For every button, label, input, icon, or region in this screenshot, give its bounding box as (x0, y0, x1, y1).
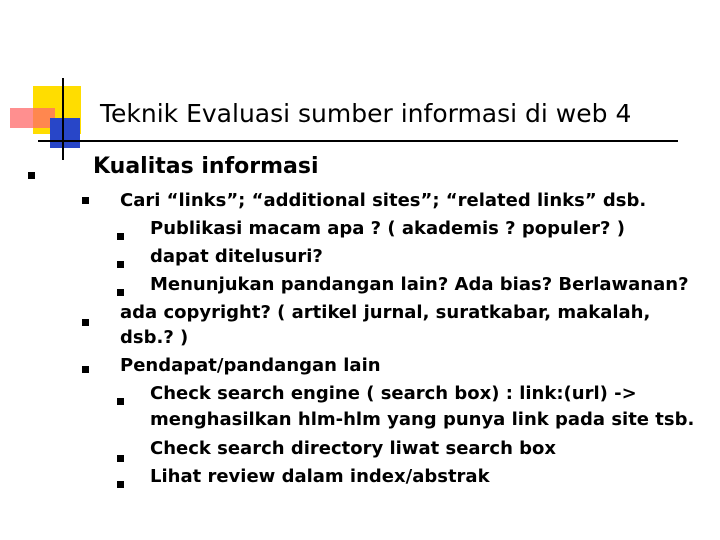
bullet-icon (117, 398, 124, 405)
bullet-icon (28, 172, 35, 179)
list-item: Pendapat/pandangan lain (120, 355, 381, 376)
sub-list-item: Lihat review dalam index/abstrak (150, 466, 490, 487)
decor-vertical-line (62, 78, 64, 160)
bullet-icon (82, 366, 89, 373)
bullet-icon (117, 233, 124, 240)
list-item-continuation: dsb.? ) (120, 327, 189, 348)
sub-list-item: Publikasi macam apa ? ( akademis ? populer? ) (150, 218, 625, 239)
bullet-icon (82, 197, 89, 204)
section-heading: Kualitas informasi (93, 154, 319, 179)
list-item: Cari “links”; “additional sites”; “related links” dsb. (120, 190, 647, 211)
sub-list-item: Check search directory liwat search box (150, 438, 557, 459)
list-item: ada copyright? ( artikel jurnal, suratkabar, makalah, (120, 302, 651, 323)
slide-title: Teknik Evaluasi sumber informasi di web 4 (100, 99, 632, 128)
bullet-icon (117, 481, 124, 488)
sub-list-item: Menunjukan pandangan lain? Ada bias? Berlawanan? (150, 274, 689, 295)
decor-red-bar (10, 108, 55, 128)
sub-list-item: dapat ditelusuri? (150, 246, 323, 267)
decor-blue-square (50, 118, 80, 148)
sub-list-item-continuation: menghasilkan hlm-hlm yang punya link pada site tsb. (150, 409, 695, 430)
bullet-icon (82, 319, 89, 326)
title-underline (38, 140, 678, 142)
bullet-icon (117, 455, 124, 462)
sub-list-item: Check search engine ( search box) : link:(url) -> (150, 383, 637, 404)
bullet-icon (117, 289, 124, 296)
bullet-icon (117, 261, 124, 268)
